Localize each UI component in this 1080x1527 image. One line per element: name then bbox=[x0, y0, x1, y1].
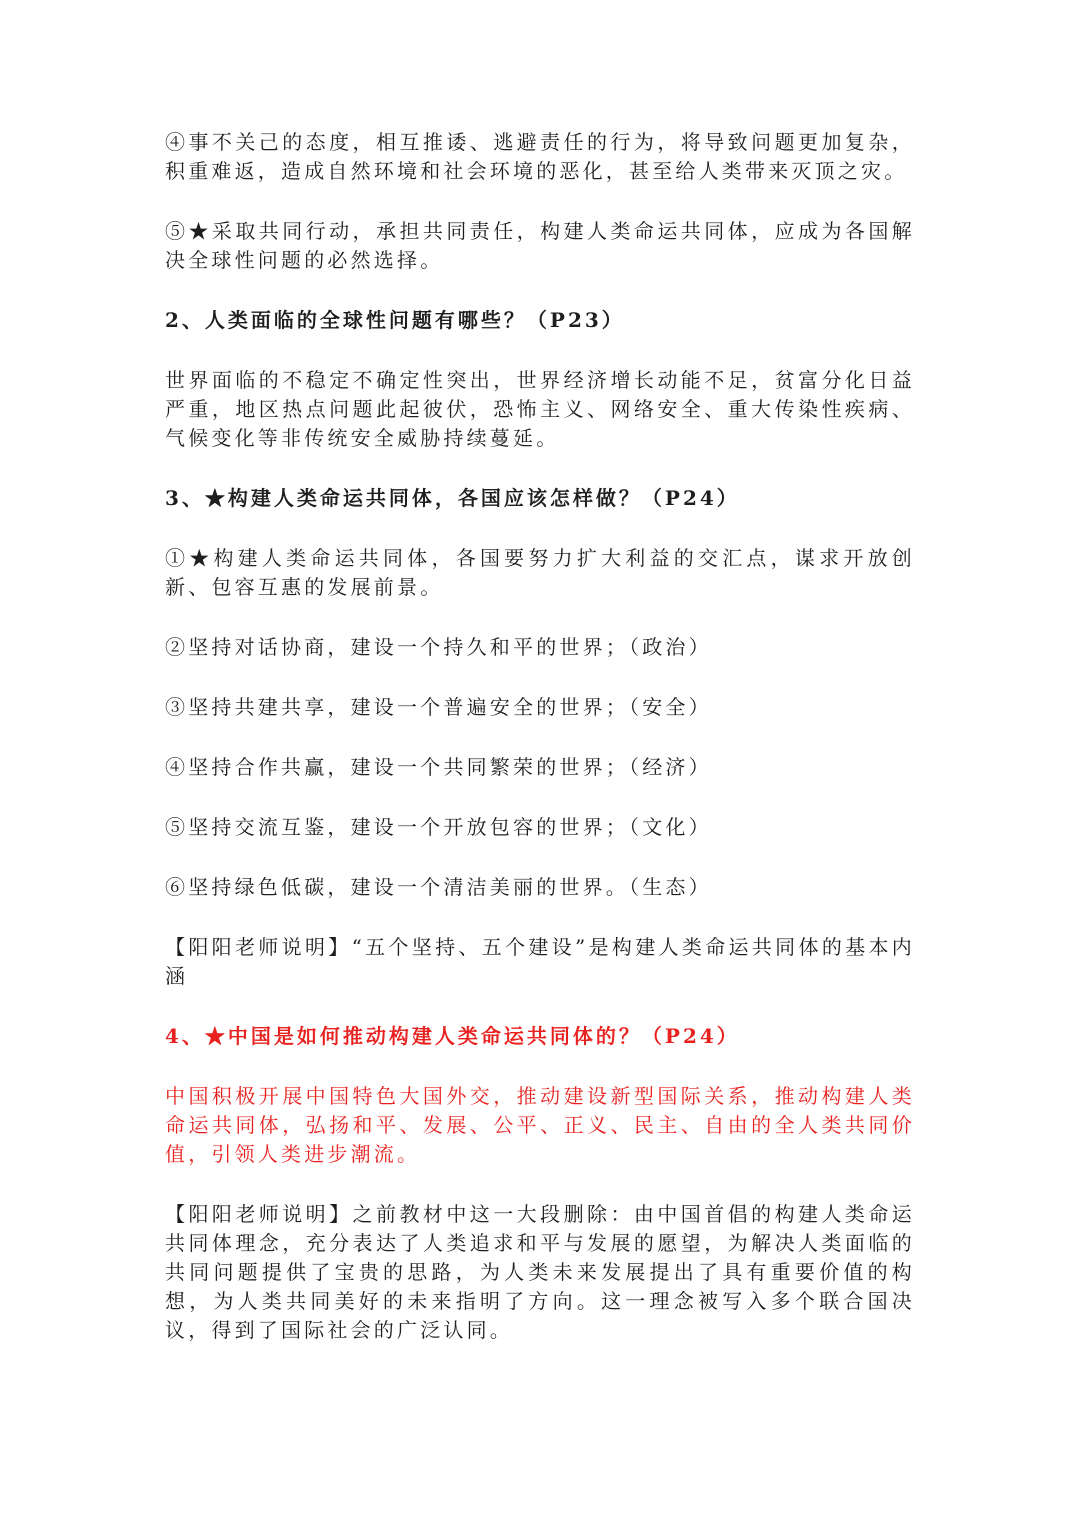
answer-point-2: ②坚持对话协商，建设一个持久和平的世界；（政治） bbox=[165, 635, 712, 659]
answer-china-promotion: 中国积极开展中国特色大国外交，推动建设新型国际关系，推动构建人类命运共同体，弘扬和平、发展、公平、正义、民主、自由的全人类共同价值，引领人类进步潮流。 bbox=[165, 1084, 915, 1166]
paragraph-point-5: ⑤★采取共同行动，承担共同责任，构建人类命运共同体，应成为各国解决全球性问题的必然选择。 bbox=[165, 219, 915, 272]
question-heading-4: 4、★中国是如何推动构建人类命运共同体的？（P24） bbox=[165, 1024, 740, 1048]
teacher-note-1: 【阳阳老师说明】“五个坚持、五个建设”是构建人类命运共同体的基本内涵 bbox=[165, 935, 915, 988]
question-heading-3: 3、★构建人类命运共同体，各国应该怎样做？（P24） bbox=[165, 486, 740, 510]
answer-global-issues: 世界面临的不稳定不确定性突出，世界经济增长动能不足，贫富分化日益严重，地区热点问题此起彼伏，恐怖主义、网络安全、重大传染性疾病、气候变化等非传统安全威胁持续蔓延。 bbox=[165, 368, 915, 450]
answer-point-1: ①★构建人类命运共同体，各国要努力扩大利益的交汇点，谋求开放创新、包容互惠的发展前景。 bbox=[165, 546, 915, 599]
document-page bbox=[165, 128, 915, 1345]
answer-point-5: ⑤坚持交流互鉴，建设一个开放包容的世界；（文化） bbox=[165, 815, 712, 839]
paragraph-point-4: ④事不关己的态度，相互推诿、逃避责任的行为，将导致问题更加复杂，积重难返，造成自然环境和社会环境的恶化，甚至给人类带来灭顶之灾。 bbox=[165, 130, 915, 183]
answer-point-4: ④坚持合作共赢，建设一个共同繁荣的世界；（经济） bbox=[165, 755, 712, 779]
answer-point-6: ⑥坚持绿色低碳，建设一个清洁美丽的世界。（生态） bbox=[165, 875, 712, 899]
teacher-note-2: 【阳阳老师说明】之前教材中这一大段删除：由中国首倡的构建人类命运共同体理念，充分表达了人类追求和平与发展的愿望，为解决人类面临的共同问题提供了宝贵的思路，为人类未来发展提出了具有重要价值的构想，为人类共同美好的未来指明了方向。这一理念被写入多个联合国决议，得到了国际社会的广泛认同。 bbox=[165, 1202, 915, 1342]
answer-point-3: ③坚持共建共享，建设一个普遍安全的世界；（安全） bbox=[165, 695, 712, 719]
question-heading-2: 2、人类面临的全球性问题有哪些？（P23） bbox=[165, 308, 625, 332]
